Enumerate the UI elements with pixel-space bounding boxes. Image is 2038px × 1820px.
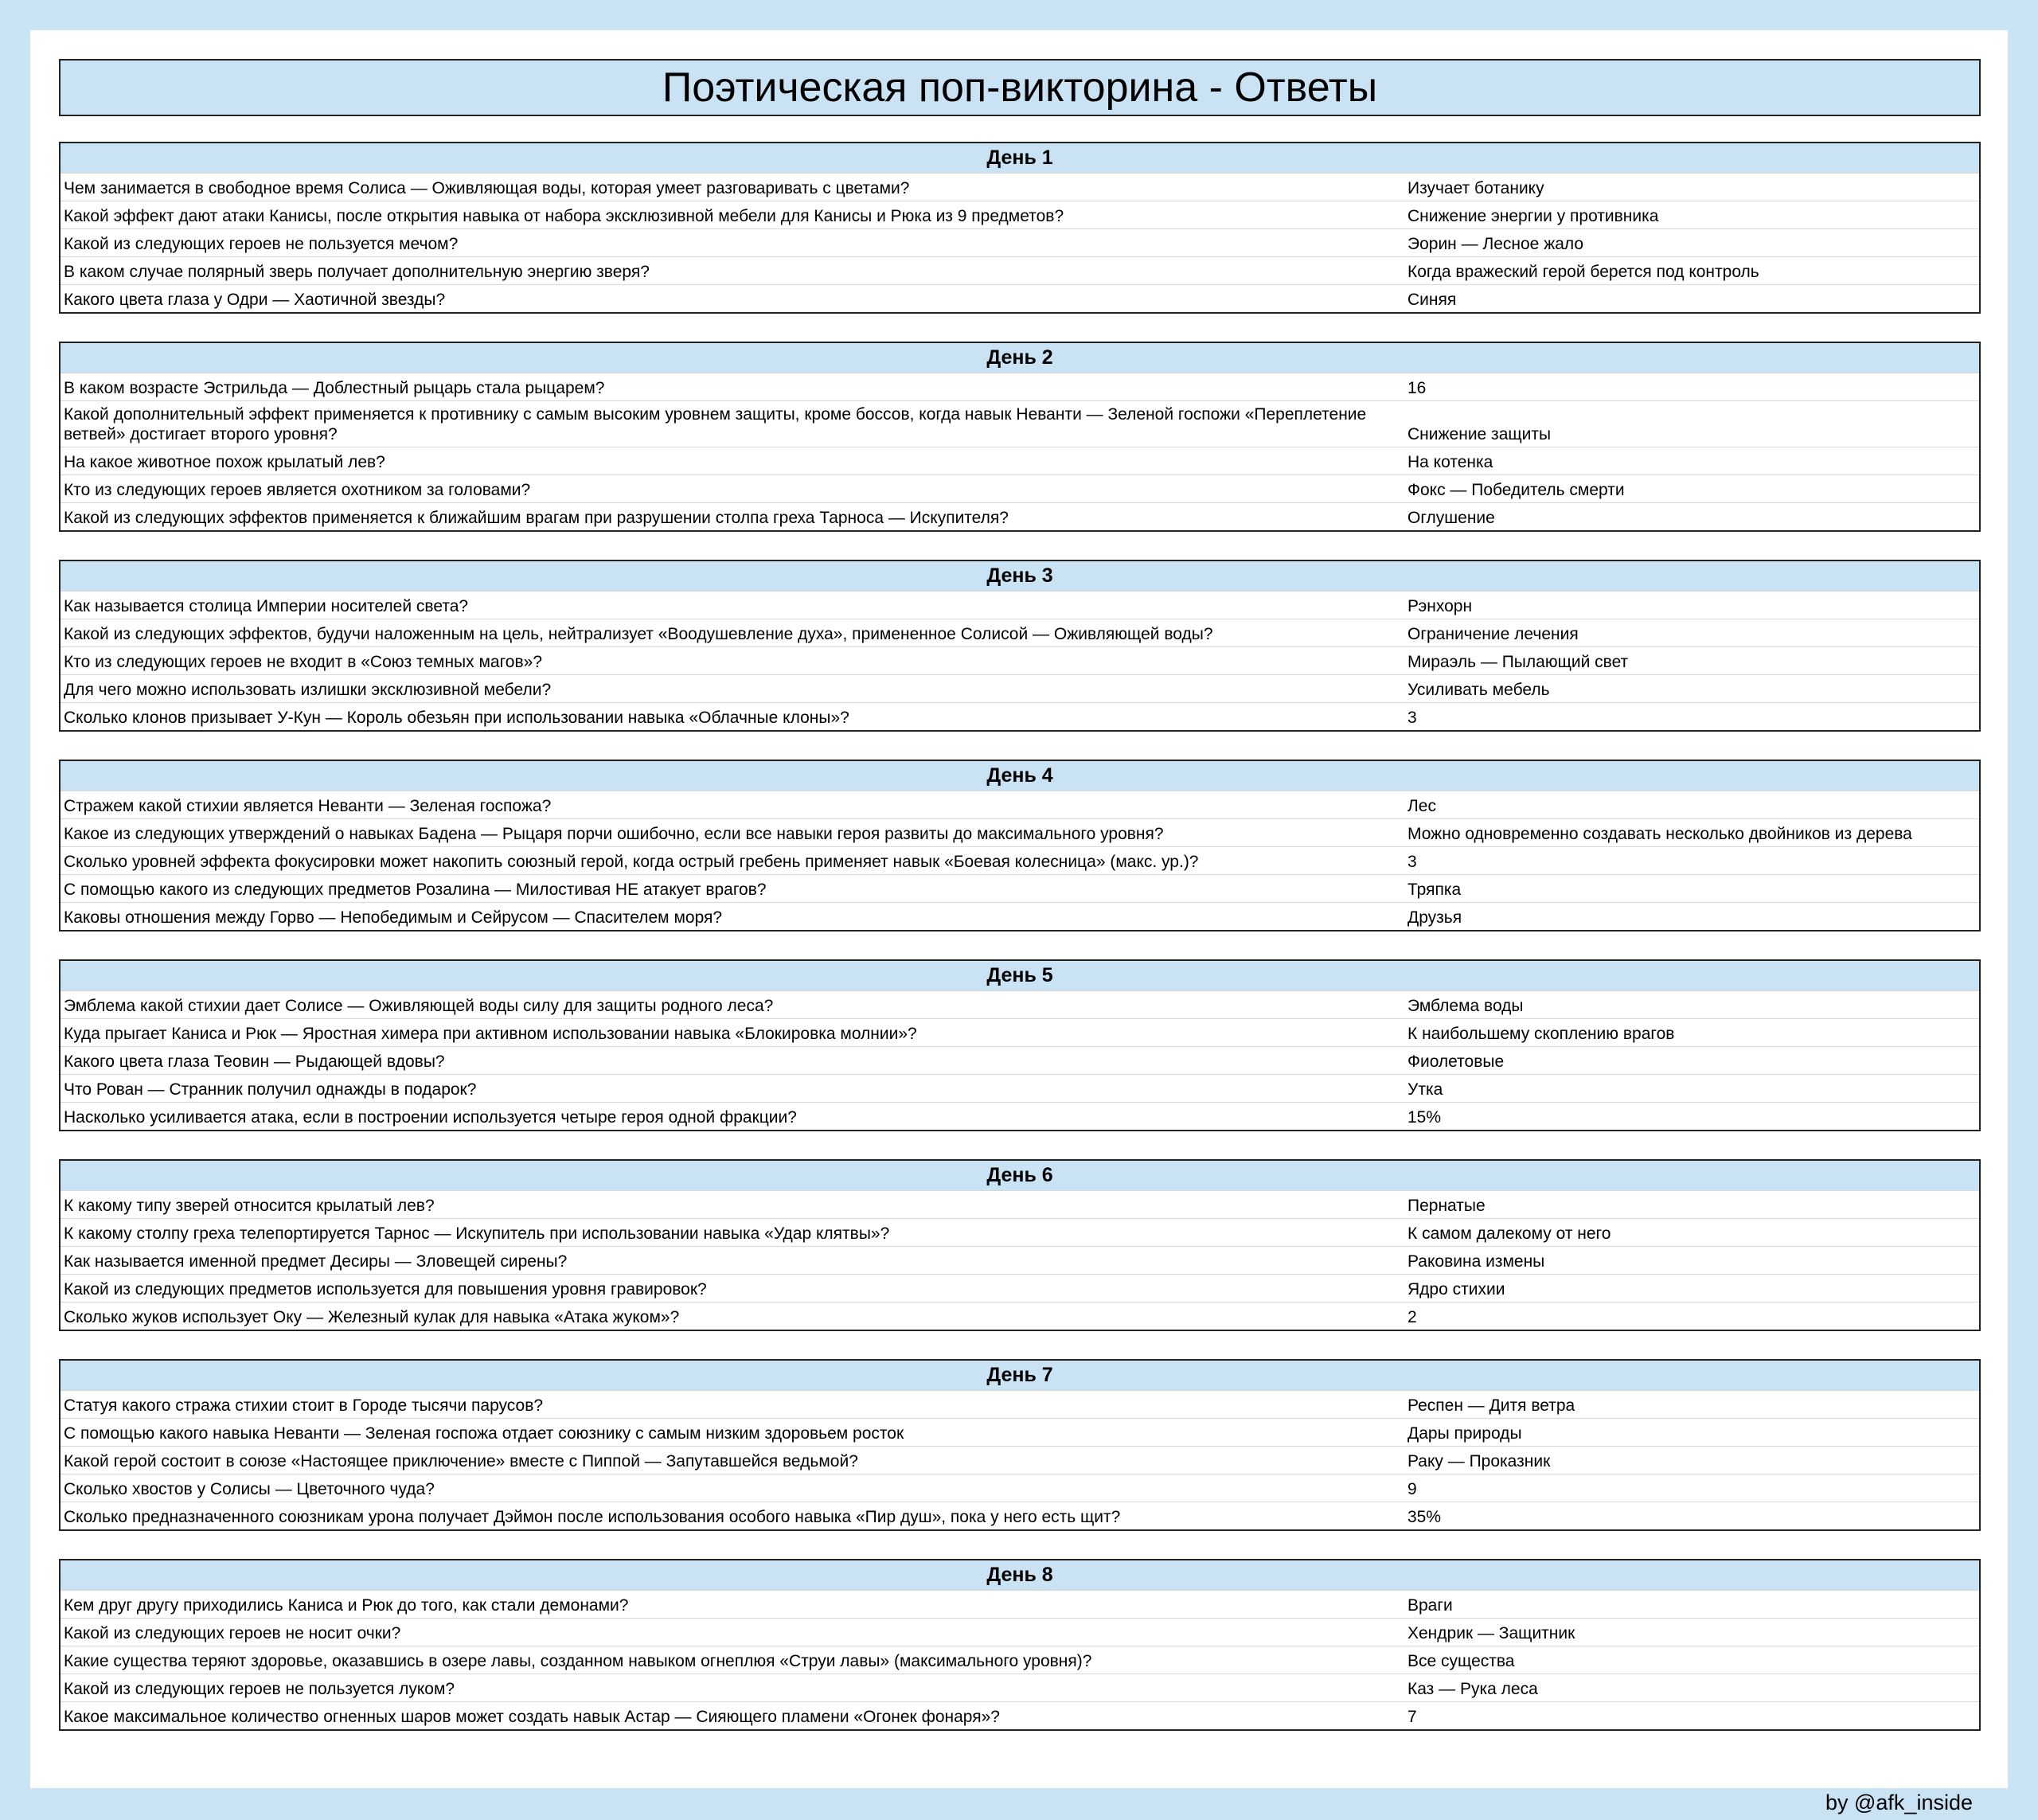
question-cell: Сколько хвостов у Солисы — Цветочного чуда? — [64, 1480, 435, 1498]
table-row — [61, 1474, 1979, 1502]
answer-cell: На котенка — [1407, 453, 1493, 471]
question-cell: Какой герой состоит в союзе «Настоящее приключение» вместе с Пиппой — Запутавшейся ведьмой? — [64, 1452, 858, 1470]
question-cell: Какой из следующих героев не пользуется луком? — [64, 1680, 455, 1698]
table-row — [61, 1190, 1979, 1218]
table-row — [61, 1390, 1979, 1418]
answer-cell: 35% — [1407, 1508, 1442, 1526]
question-cell: Какое максимальное количество огненных шаров может создать навык Астар — Сияющего пламени «Огонек фонаря»? — [64, 1708, 1000, 1726]
answer-cell: 9 — [1407, 1480, 1417, 1498]
table-row — [61, 674, 1979, 702]
table-row — [61, 1246, 1979, 1274]
table-row — [61, 1674, 1979, 1701]
table-row — [61, 1418, 1979, 1446]
answer-cell: Оглушение — [1407, 509, 1495, 527]
answer-cell: Тряпка — [1407, 881, 1462, 899]
question-cell: Стражем какой стихии является Неванти — Зеленая госпожа? — [64, 797, 552, 815]
table-row — [61, 1102, 1979, 1130]
day-header: День 1 — [61, 143, 1979, 173]
answer-cell: Пернатые — [1407, 1197, 1486, 1215]
question-cell: Какой из следующих героев не пользуется мечом? — [64, 235, 459, 253]
day-block — [59, 342, 1981, 532]
question-cell: Какого цвета глаза у Одри — Хаотичной звезды? — [64, 291, 446, 309]
answer-cell: К наибольшему скоплению врагов — [1407, 1025, 1675, 1043]
question-cell: К какому столпу греха телепортируется Тарнос — Искупитель при использовании навыка «Удар клятвы»? — [64, 1224, 890, 1243]
table-row — [61, 1274, 1979, 1302]
answer-cell: Снижение защиты — [1407, 425, 1552, 443]
answer-cell: 3 — [1407, 709, 1417, 727]
table-row — [61, 874, 1979, 902]
table-row — [61, 1046, 1979, 1074]
question-cell: Эмблема какой стихии дает Солисе — Оживляющей воды силу для защиты родного леса? — [64, 997, 774, 1015]
question-cell: Кем друг другу приходились Каниса и Рюк до того, как стали демонами? — [64, 1596, 629, 1615]
table-row — [61, 256, 1979, 284]
table-row — [61, 1502, 1979, 1529]
answer-cell: 3 — [1407, 853, 1417, 871]
question-cell: Насколько усиливается атака, если в построении используется четыре героя одной фракции? — [64, 1108, 797, 1127]
answer-cell: Эорин — Лесное жало — [1407, 235, 1584, 253]
answer-cell: Хендрик — Защитник — [1407, 1624, 1575, 1642]
day-header: День 7 — [61, 1361, 1979, 1390]
table-row — [61, 1218, 1979, 1246]
table-row — [61, 447, 1979, 475]
answer-cell: Враги — [1407, 1596, 1453, 1615]
day-block — [59, 560, 1981, 732]
answer-cell: Респен — Дитя ветра — [1407, 1396, 1575, 1415]
table-row — [61, 1701, 1979, 1729]
day-header: День 2 — [61, 343, 1979, 373]
table-row — [61, 201, 1979, 228]
table-row — [61, 591, 1979, 619]
table-row — [61, 173, 1979, 201]
answer-cell: Раку — Проказник — [1407, 1452, 1551, 1470]
table-row — [61, 475, 1979, 502]
table-row — [61, 502, 1979, 530]
question-cell: К какому типу зверей относится крылатый лев? — [64, 1197, 435, 1215]
question-cell: Какого цвета глаза Теовин — Рыдающей вдовы? — [64, 1053, 445, 1071]
table-row — [61, 791, 1979, 818]
day-block — [59, 1359, 1981, 1531]
answer-cell: Синяя — [1407, 291, 1457, 309]
day-block — [59, 760, 1981, 931]
question-cell: Какие существа теряют здоровье, оказавшись в озере лавы, созданном навыком огнеплюя «Струи лавы» (максимального уровня)? — [64, 1652, 1092, 1670]
answer-cell: 15% — [1407, 1108, 1442, 1127]
day-header: День 5 — [61, 961, 1979, 990]
answer-cell: Ядро стихии — [1407, 1280, 1505, 1299]
answer-cell: Все существа — [1407, 1652, 1515, 1670]
answer-cell: Раковина измены — [1407, 1252, 1545, 1271]
table-row — [61, 228, 1979, 256]
answer-cell: Эмблема воды — [1407, 997, 1524, 1015]
day-block — [59, 959, 1981, 1131]
question-cell: С помощью какого из следующих предметов Розалина — Милостивая НЕ атакует врагов? — [64, 881, 767, 899]
table-row — [61, 702, 1979, 730]
question-cell: В каком возрасте Эстрильда — Доблестный рыцарь стала рыцарем? — [64, 379, 605, 397]
question-cell: Какой из следующих предметов используется для повышения уровня гравировок? — [64, 1280, 707, 1299]
answer-cell: Ограничение лечения — [1407, 625, 1579, 643]
question-cell: Сколько клонов призывает У-Кун — Король обезьян при использовании навыка «Облачные клоны»? — [64, 709, 849, 727]
table-row — [61, 619, 1979, 646]
table-row — [61, 1590, 1979, 1618]
question-cell: Чем занимается в свободное время Солиса — Оживляющая воды, которая умеет разговаривать с цветами? — [64, 179, 910, 197]
answer-cell: Усиливать мебель — [1407, 681, 1550, 699]
table-row — [61, 818, 1979, 846]
question-cell: Какое из следующих утверждений о навыках Бадена — Рыцаря порчи ошибочно, если все навыки героя развиты до максимального уровня? — [64, 825, 1164, 843]
author-credit: by @afk_inside — [1825, 1791, 1973, 1814]
day-block — [59, 1559, 1981, 1731]
question-cell: Как называется именной предмет Десиры — Зловещей сирены? — [64, 1252, 568, 1271]
question-cell: С помощью какого навыка Неванти — Зеленая госпожа отдает союзнику с самым низким здоровьем росток — [64, 1424, 904, 1443]
table-row — [61, 1446, 1979, 1474]
table-row — [61, 646, 1979, 674]
day-block — [59, 142, 1981, 314]
day-header: День 3 — [61, 561, 1979, 591]
question-cell: Какой эффект дают атаки Канисы, после открытия навыка от набора эксклюзивной мебели для Канисы и Рюка из 9 предметов? — [64, 207, 1064, 225]
question-cell: Куда прыгает Каниса и Рюк — Яростная химера при активном использовании навыка «Блокировка молнии»? — [64, 1025, 917, 1043]
answer-cell: 16 — [1407, 379, 1427, 397]
question-cell: Какой из следующих эффектов применяется к ближайшим врагам при разрушении столпа греха Тарноса — Искупителя? — [64, 509, 1009, 527]
table-row — [61, 284, 1979, 312]
answer-cell: Друзья — [1407, 908, 1462, 927]
table-row — [61, 1074, 1979, 1102]
day-block — [59, 1159, 1981, 1331]
page-title: Поэтическая поп-викторина - Ответы — [59, 59, 1981, 116]
answer-cell: Когда вражеский герой берется под контроль — [1407, 263, 1759, 281]
table-row — [61, 846, 1979, 874]
quiz-sheet — [30, 30, 2008, 1788]
question-cell: Каковы отношения между Горво — Непобедимым и Сейрусом — Спасителем моря? — [64, 908, 723, 927]
answer-cell: Изучает ботанику — [1407, 179, 1544, 197]
question-cell: Сколько предназначенного союзникам урона получает Дэймон после использования особого навыка «Пир душ», пока у него есть щит? — [64, 1508, 1121, 1526]
days-container — [59, 142, 1981, 1759]
table-row — [61, 373, 1979, 400]
answer-cell: Дары природы — [1407, 1424, 1522, 1443]
table-row — [61, 1618, 1979, 1646]
question-cell: Какой из следующих героев не носит очки? — [64, 1624, 401, 1642]
table-row — [61, 1018, 1979, 1046]
table-row — [61, 1646, 1979, 1674]
question-cell: Кто из следующих героев не входит в «Союз темных магов»? — [64, 653, 542, 671]
question-cell: Сколько жуков использует Оку — Железный кулак для навыка «Атака жуком»? — [64, 1308, 680, 1326]
day-header: День 8 — [61, 1560, 1979, 1590]
day-header: День 4 — [61, 761, 1979, 791]
day-header: День 6 — [61, 1161, 1979, 1190]
question-cell: В каком случае полярный зверь получает дополнительную энергию зверя? — [64, 263, 650, 281]
table-row — [61, 400, 1979, 447]
answer-cell: Фокс — Победитель смерти — [1407, 481, 1625, 499]
answer-cell: К самом далекому от него — [1407, 1224, 1611, 1243]
question-cell: Для чего можно использовать излишки эксклюзивной мебели? — [64, 681, 552, 699]
answer-cell: Рэнхорн — [1407, 597, 1473, 615]
answer-cell: 2 — [1407, 1308, 1417, 1326]
answer-cell: Снижение энергии у противника — [1407, 207, 1659, 225]
answer-cell: Утка — [1407, 1080, 1443, 1099]
answer-cell: Каз — Рука леса — [1407, 1680, 1538, 1698]
question-cell: Статуя какого стража стихии стоит в Городе тысячи парусов? — [64, 1396, 544, 1415]
question-cell: Какой из следующих эффектов, будучи наложенным на цель, нейтрализует «Воодушевление духа», примененное Солисой — Оживляющей воды? — [64, 625, 1213, 643]
question-cell: Сколько уровней эффекта фокусировки может накопить союзный герой, когда острый гребень применяет навык «Боевая колесница» (макс. ур.)? — [64, 853, 1199, 871]
question-cell: Кто из следующих героев является охотником за головами? — [64, 481, 531, 499]
answer-cell: Лес — [1407, 797, 1436, 815]
question-cell: Как называется столица Империи носителей света? — [64, 597, 469, 615]
table-row — [61, 902, 1979, 930]
question-cell: На какое животное похож крылатый лев? — [64, 453, 385, 471]
table-row — [61, 1302, 1979, 1330]
answer-cell: Можно одновременно создавать несколько двойников из дерева — [1407, 825, 1912, 843]
answer-cell: Фиолетовые — [1407, 1053, 1505, 1071]
answer-cell: 7 — [1407, 1708, 1417, 1726]
answer-cell: Мираэль — Пылающий свет — [1407, 653, 1629, 671]
question-cell: Какой дополнительный эффект применяется к противнику с самым высоким уровнем защиты, кроме боссов, когда навык Неванти — Зеленой госпожи «Переплетение ветвей» достигает второго уровня? — [64, 405, 1367, 443]
table-row — [61, 990, 1979, 1018]
question-cell: Что Рован — Странник получил однажды в подарок? — [64, 1080, 477, 1099]
